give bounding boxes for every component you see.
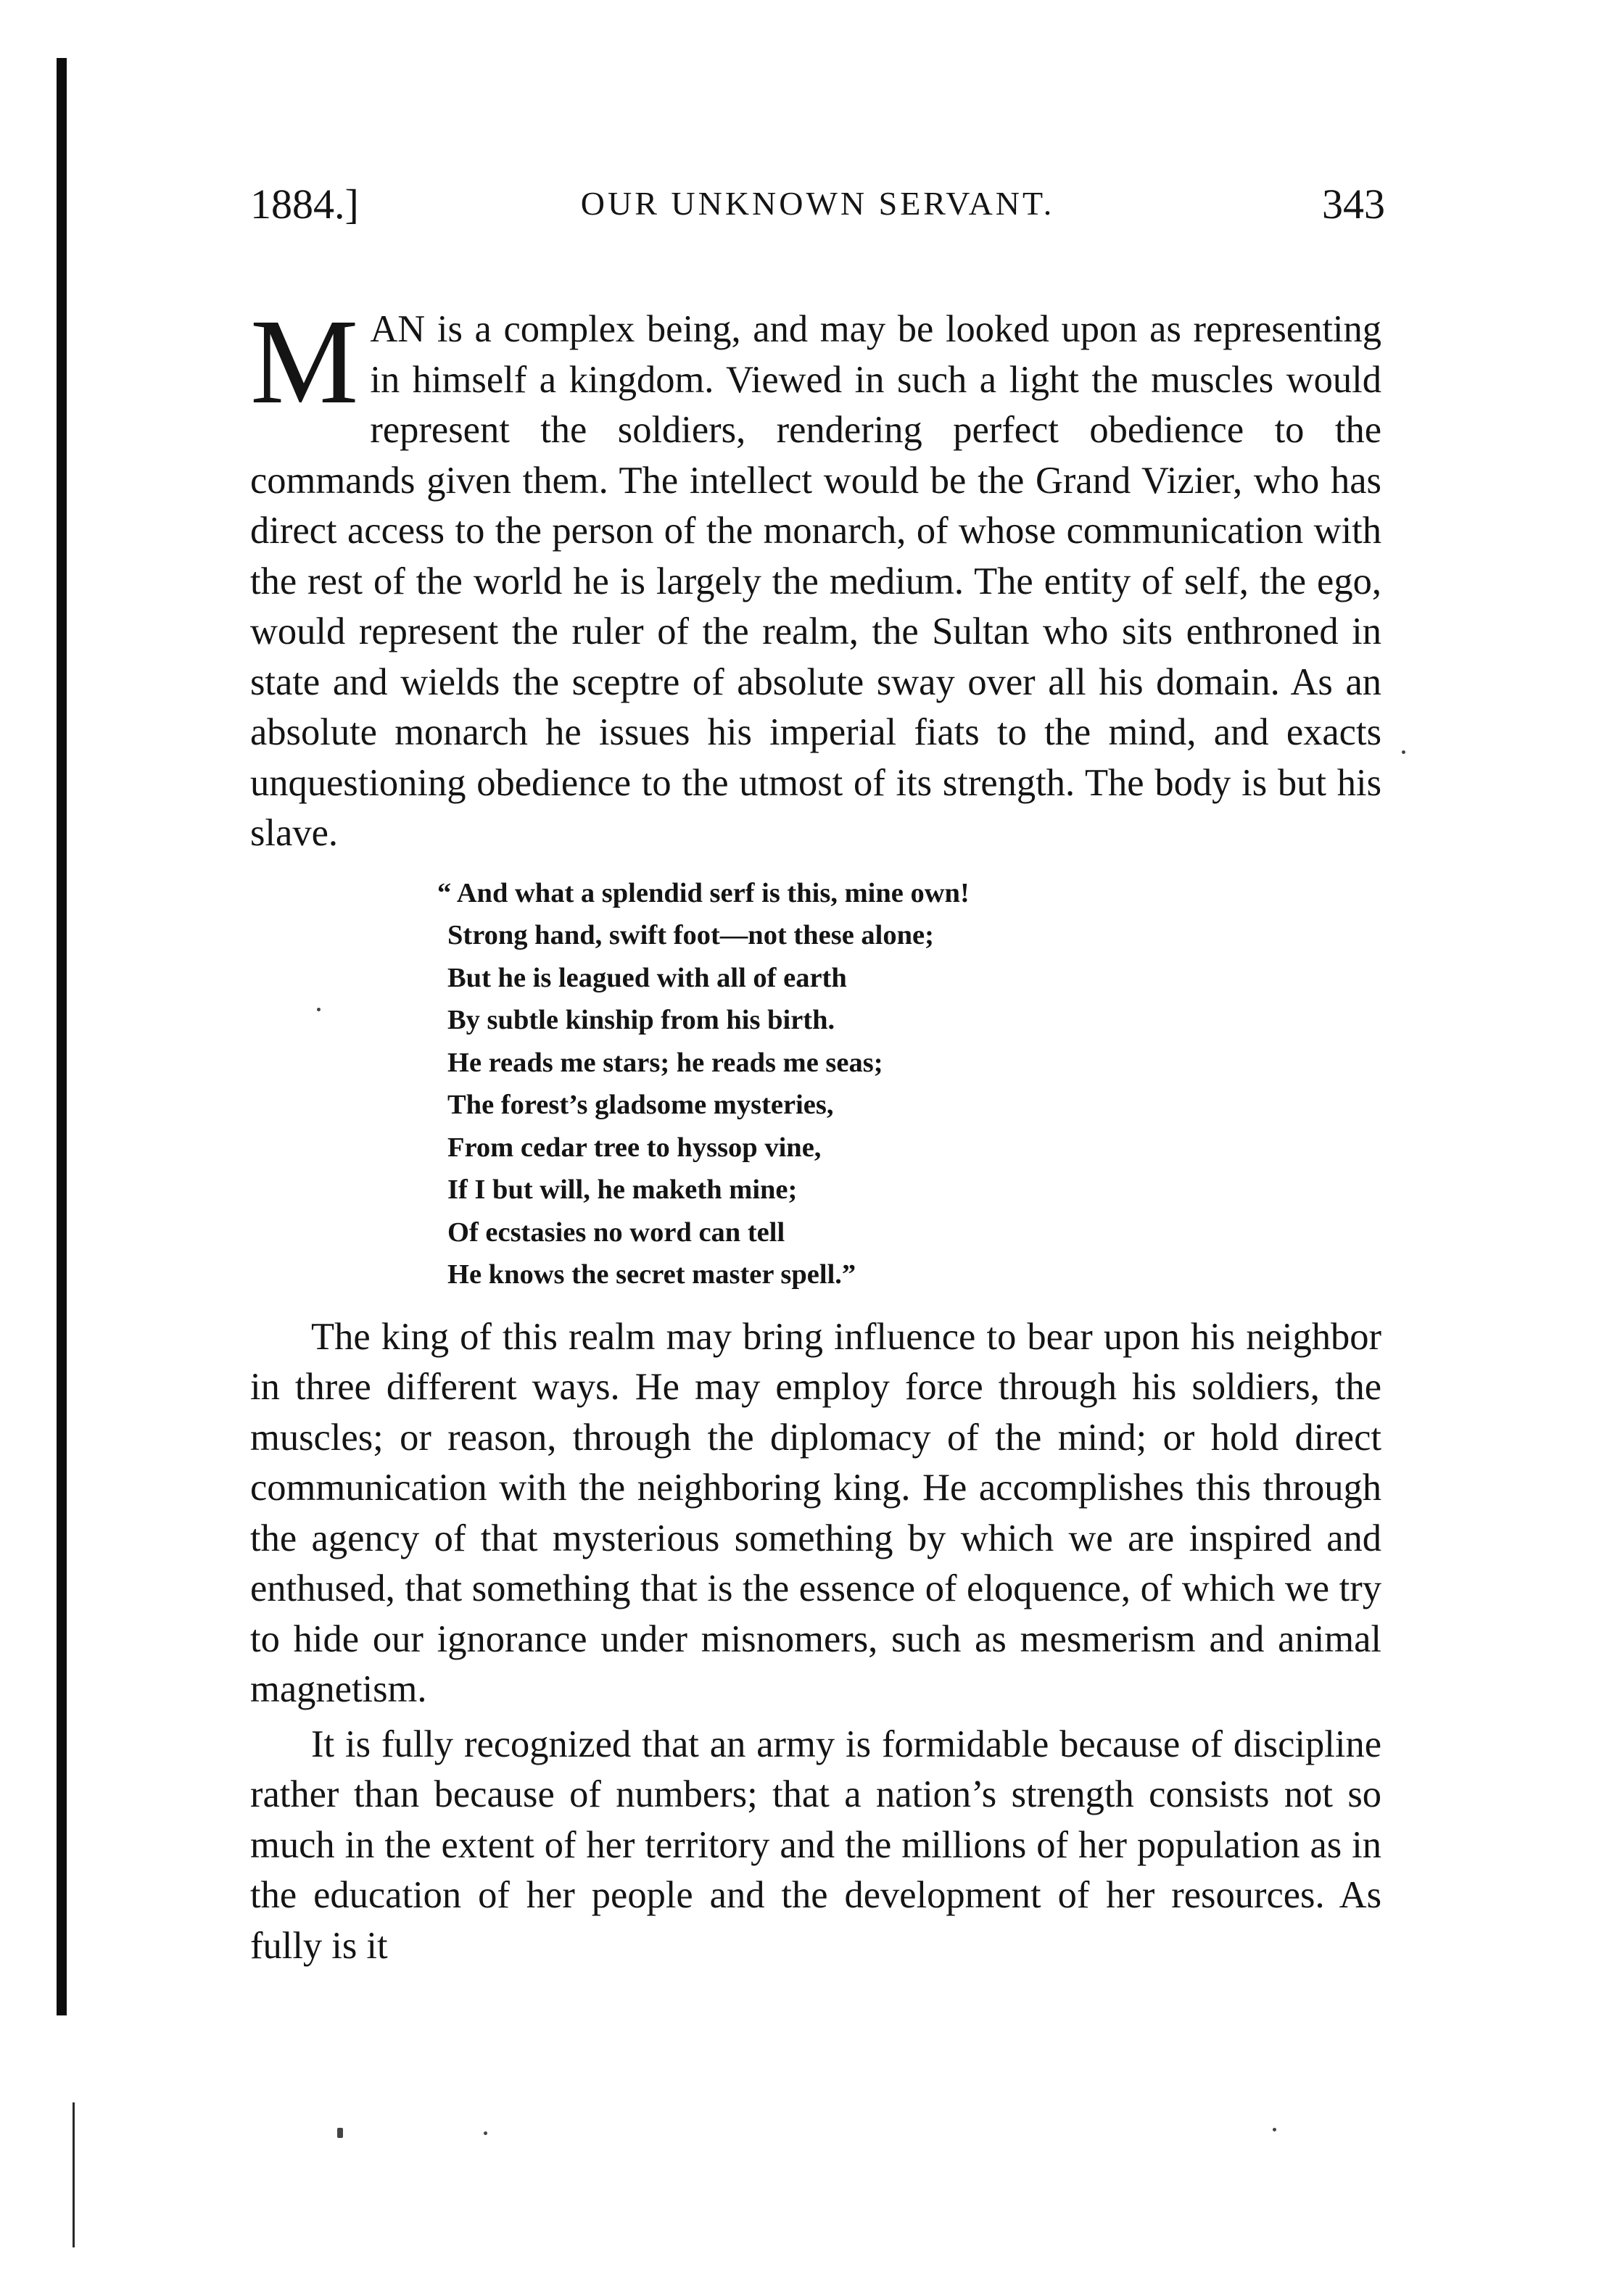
poem-line: The forest’s gladsome mysteries, <box>447 1090 834 1120</box>
intro-text: AN is a complex being, and may be looked upon as representing in himself a kingdom. Viewed in such a light the muscles would represent the soldiers, rendering perfect obedience to the commands given them. The intellect would be the Grand Vizier, who has direct access to the person of the monarch, of whose communication with the rest of the world he is largely the medium. The entity of self, the ego, would represent the ruler of the realm, the Sultan who sits enthroned in state and wields the sceptre of absolute sway over all his domain. As an absolute monarch he issues his imperial fiats to the mind, and exacts unquestioning obedience to the utmost of its strength. The body is but his slave. <box>250 308 1381 854</box>
print-speck <box>337 2128 343 2138</box>
body-paragraph: The king of this realm may bring influence to bear upon his neighbor in three different ways. He may employ force through his soldiers, the muscles; or reason, through the diplomacy of the mind; or hold direct communication with the neighboring king. He accomplishes this through the agency of that mysterious something by which we are inspired and enthused, that something that is the essence of eloquence, of which we try to hide our ignorance under misnomers, such as mesmerism and animal magnetism. <box>250 1315 1381 1710</box>
poem-line: If I but will, he maketh mine; <box>447 1174 798 1205</box>
intro-paragraph <box>250 294 1381 859</box>
poem-line: By subtle kinship from his birth. <box>447 1005 835 1035</box>
poem-line: “ And what a splendid serf is this, mine own! <box>437 877 970 908</box>
header-year: 1884.] <box>250 181 359 228</box>
poem-line: Strong hand, swift foot—not these alone; <box>447 920 934 950</box>
running-header <box>250 180 1385 238</box>
poem-block <box>437 872 1381 1296</box>
print-speck <box>1273 2128 1276 2131</box>
poem-line: From cedar tree to hyssop vine, <box>447 1132 822 1163</box>
poem-line: He reads me stars; he reads me seas; <box>447 1047 883 1078</box>
header-title: OUR UNKNOWN SERVANT. <box>580 185 1055 222</box>
poem-line: Of ecstasies no word can tell <box>447 1217 785 1248</box>
body-paragraph: It is fully recognized that an army is formidable because of discipline rather than because of numbers; that a nation’s strength consists not so much in the extent of her territory and the millions of her population as in the education of her people and the development of her resources. As fully is it <box>250 1723 1381 1967</box>
drop-cap: M <box>250 294 359 429</box>
binding-edge-line <box>57 58 67 2015</box>
page-number: 343 <box>1322 181 1385 228</box>
poem-line: But he is leagued with all of earth <box>447 962 847 993</box>
print-speck <box>1402 750 1405 754</box>
page-body <box>250 294 1381 1971</box>
print-speck <box>317 1008 321 1011</box>
poem-line: He knows the secret master spell.” <box>447 1259 856 1290</box>
binding-edge-line-lower <box>73 2102 75 2247</box>
print-speck <box>484 2131 487 2135</box>
